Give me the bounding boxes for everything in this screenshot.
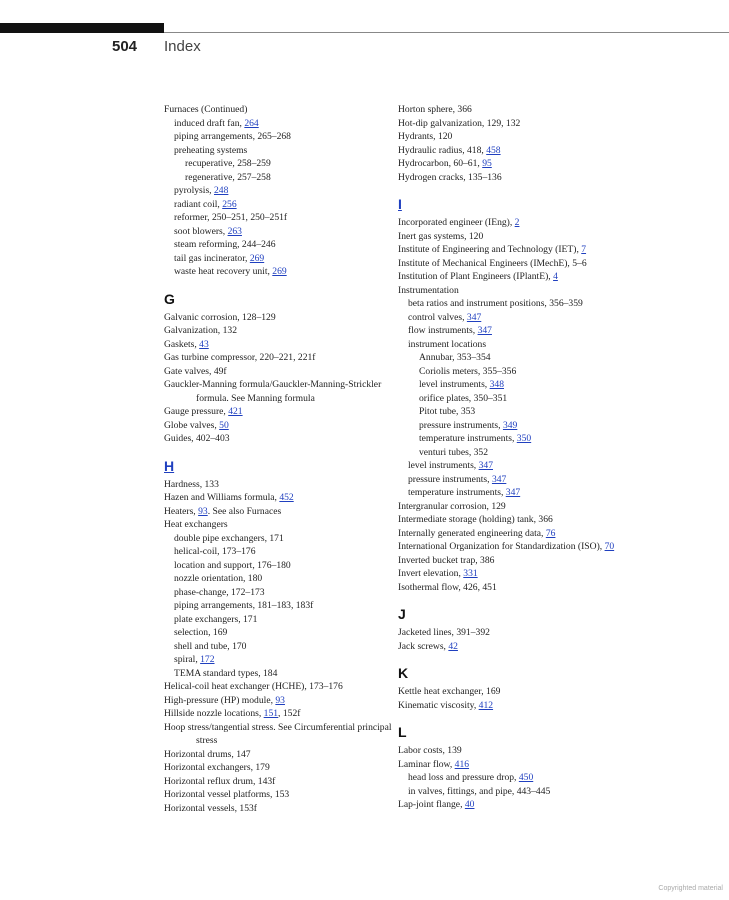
entry-text: Hazen and Williams formula,	[164, 492, 280, 503]
entry-text: Gaskets,	[164, 338, 200, 350]
index-subentry	[398, 365, 648, 379]
index-subentry	[164, 252, 404, 266]
entry-text: Gauge pressure,	[164, 406, 229, 417]
entry-text: in valves, fittings, and pipe, 443–445	[408, 785, 551, 797]
entry-text-after: , 152f	[278, 708, 301, 719]
index-entry	[164, 365, 404, 379]
entry-text: instrument locations	[408, 338, 487, 350]
entry-text: High-pressure (HP) module,	[164, 694, 276, 706]
section-letter: J	[398, 606, 406, 622]
page-number: 504	[112, 38, 138, 55]
index-entry	[164, 419, 404, 433]
index-entry	[164, 694, 404, 708]
index-subentry	[164, 198, 404, 212]
page-link[interactable]: 76	[545, 527, 556, 539]
entry-text: preheating systems	[174, 144, 248, 156]
entry-text: head loss and pressure drop,	[408, 772, 519, 783]
index-subentry	[164, 667, 404, 681]
page-link[interactable]: 70	[604, 541, 615, 552]
page-link[interactable]: 263	[227, 225, 242, 237]
index-subentry	[398, 486, 648, 500]
index-subentry	[164, 130, 404, 144]
index-subentry	[164, 265, 404, 279]
section-heading-h	[164, 458, 404, 474]
index-subentry	[398, 785, 648, 799]
index-entry	[398, 798, 648, 812]
index-entry	[398, 157, 648, 171]
entry-text: pressure instruments,	[408, 473, 492, 485]
index-entry	[398, 243, 648, 257]
page-link[interactable]: 264	[244, 117, 259, 129]
entry-text: soot blowers,	[174, 225, 228, 237]
index-column-left	[164, 103, 404, 815]
page-link[interactable]: 450	[518, 772, 534, 783]
index-subentry	[164, 117, 404, 131]
index-entry	[164, 802, 404, 816]
entry-text: Heaters,	[164, 505, 199, 517]
index-subentry	[164, 238, 404, 252]
page-link[interactable]: 348	[489, 379, 504, 390]
index-entry	[398, 144, 648, 158]
running-title: Index	[164, 38, 201, 55]
index-subentry	[398, 324, 648, 338]
entry-text: orifice plates, 350–351	[419, 392, 508, 404]
index-subentry	[164, 599, 404, 613]
entry-text: Helical-coil heat exchanger (HCHE), 173–176	[164, 681, 343, 692]
copyright-watermark: Copyrighted material	[658, 885, 723, 892]
page-link[interactable]: 421	[228, 406, 243, 417]
entry-text: Instrumentation	[398, 284, 459, 296]
index-subentry	[164, 211, 404, 225]
index-entry	[164, 505, 404, 519]
index-entry	[398, 500, 648, 514]
page-link[interactable]: 42	[448, 640, 458, 652]
index-entry	[398, 216, 648, 230]
entry-text: Isothermal flow, 426, 451	[398, 581, 497, 593]
index-entry	[164, 478, 404, 492]
index-subentry	[398, 297, 648, 311]
entry-text: Horton sphere, 366	[398, 104, 472, 115]
entry-text-after: . See also Furnaces	[207, 505, 282, 517]
section-heading-k	[398, 665, 648, 681]
index-entry	[398, 257, 648, 271]
entry-text: Kettle heat exchanger, 169	[398, 686, 501, 697]
index-entry	[164, 518, 404, 532]
index-subentry	[164, 559, 404, 573]
index-subentry	[398, 378, 648, 392]
index-entry	[398, 230, 648, 244]
index-subentry	[164, 586, 404, 600]
index-subentry	[398, 473, 648, 487]
entry-text: helical-coil, 173–176	[174, 546, 256, 557]
page-link[interactable]: 347	[466, 311, 482, 323]
entry-text: Horizontal vessel platforms, 153	[164, 789, 290, 800]
index-entry	[164, 432, 404, 446]
section-heading-g	[164, 291, 404, 307]
section-heading-l	[398, 724, 648, 740]
page-link[interactable]: 2	[514, 217, 520, 228]
entry-text: temperature instruments,	[419, 433, 517, 444]
entry-text: tail gas incinerator,	[174, 252, 250, 264]
page-link[interactable]: 151	[263, 708, 279, 719]
index-column-right	[398, 103, 648, 812]
index-entry	[398, 567, 648, 581]
entry-text: Hydraulic radius, 418,	[398, 144, 487, 156]
entry-text: Gate valves, 49f	[164, 365, 227, 377]
entry-text: Horizontal exchangers, 179	[164, 762, 270, 773]
index-entry	[398, 284, 648, 298]
page-link[interactable]: 95	[482, 158, 492, 169]
section-letter: G	[164, 290, 175, 307]
page-link[interactable]: 50	[219, 419, 229, 431]
index-entry	[164, 721, 404, 748]
entry-text: recuperative, 258–259	[185, 158, 271, 169]
entry-text: Lap-joint flange,	[398, 799, 465, 810]
entry-text: Intergranular corrosion, 129	[398, 500, 506, 512]
page-link[interactable]: 93	[275, 694, 285, 706]
section-letter: K	[398, 665, 409, 681]
page-link[interactable]: 331	[463, 568, 478, 579]
entry-text: Hoop stress/tangential stress. See Circumferential principal stress	[164, 721, 392, 746]
entry-text: Hydrocarbon, 60–61,	[398, 158, 483, 169]
page-link[interactable]: 7	[581, 244, 587, 255]
entry-text: Gauckler-Manning formula/Gauckler-Manning-Strickler formula. See Manning formula	[164, 379, 382, 404]
index-entry	[164, 378, 404, 405]
index-subentry	[164, 225, 404, 239]
entry-text: Galvanic corrosion, 128–129	[164, 311, 276, 323]
section-letter[interactable]: I	[398, 196, 402, 212]
entry-text: Institute of Engineering and Technology (IET),	[398, 244, 582, 255]
page-link[interactable]: 93	[198, 505, 208, 517]
entry-text: Heat exchangers	[164, 519, 228, 530]
page-link[interactable]: 256	[222, 198, 237, 210]
entry-text: venturi tubes, 352	[419, 446, 489, 458]
index-entry	[164, 748, 404, 762]
page-link[interactable]: 40	[464, 799, 475, 810]
entry-text: Horizontal drums, 147	[164, 748, 251, 760]
entry-text: beta ratios and instrument positions, 356–359	[408, 298, 583, 309]
index-subentry	[164, 613, 404, 627]
entry-text: Coriolis meters, 355–356	[419, 365, 517, 377]
header-rule-bar	[0, 23, 164, 33]
entry-text: spiral,	[174, 654, 201, 665]
entry-text: Gas turbine compressor, 220–221, 221f	[164, 352, 316, 363]
index-subentry	[164, 653, 404, 667]
page-link[interactable]: 349	[502, 419, 518, 431]
page-link[interactable]: 458	[486, 144, 501, 156]
entry-text: pressure instruments,	[419, 419, 503, 431]
entry-text: Furnaces (Continued)	[164, 104, 248, 115]
index-entry	[398, 130, 648, 144]
index-subentry	[398, 446, 648, 460]
entry-text: plate exchangers, 171	[174, 613, 258, 625]
entry-text: flow instruments,	[408, 325, 478, 336]
index-entry	[164, 707, 404, 721]
index-entry	[164, 680, 404, 694]
index-entry	[164, 351, 404, 365]
page-link[interactable]: 347	[477, 325, 492, 336]
page-link[interactable]: 269	[272, 266, 287, 277]
index-entry	[398, 626, 648, 640]
index-entry	[398, 527, 648, 541]
page-link[interactable]: 347	[505, 487, 521, 498]
index-subentry	[164, 184, 404, 198]
entry-text: regenerative, 257–258	[185, 171, 271, 183]
index-entry	[398, 744, 648, 758]
index-subentry	[164, 532, 404, 546]
index-subentry	[164, 157, 404, 171]
page-link[interactable]: 248	[213, 185, 229, 196]
entry-text: phase-change, 172–173	[174, 586, 265, 598]
entry-text: waste heat recovery unit,	[174, 266, 273, 277]
page-link[interactable]: 412	[478, 699, 494, 711]
index-entry	[398, 117, 648, 131]
entry-text: International Organization for Standardization (ISO),	[398, 541, 605, 552]
entry-text: double pipe exchangers, 171	[174, 532, 284, 544]
index-subentry	[398, 311, 648, 325]
entry-text: Galvanization, 132	[164, 325, 237, 336]
entry-text: reformer, 250–251, 250–251f	[174, 212, 288, 223]
entry-text: Laminar flow,	[398, 758, 455, 770]
page-link[interactable]: 347	[478, 460, 493, 471]
index-subentry	[398, 351, 648, 365]
index-subentry	[164, 545, 404, 559]
index-entry	[398, 270, 648, 284]
index-entry	[164, 761, 404, 775]
entry-text: Internally generated engineering data,	[398, 527, 546, 539]
entry-text: level instruments,	[419, 379, 490, 390]
header-rule-line	[164, 32, 729, 33]
entry-text: Pitot tube, 353	[419, 406, 476, 417]
page-link[interactable]: 347	[491, 473, 507, 485]
index-entry	[398, 554, 648, 568]
page-link[interactable]: 4	[553, 271, 558, 282]
page-link[interactable]: 43	[199, 338, 209, 350]
entry-text: Horizontal vessels, 153f	[164, 802, 257, 814]
entry-text: Incorporated engineer (IEng),	[398, 217, 515, 228]
entry-text: Horizontal reflux drum, 143f	[164, 775, 276, 787]
index-entry	[398, 640, 648, 654]
entry-text: shell and tube, 170	[174, 640, 247, 652]
index-entry	[164, 311, 404, 325]
index-entry	[398, 581, 648, 595]
index-subentry	[398, 338, 648, 352]
index-subentry	[164, 171, 404, 185]
index-subentry	[398, 459, 648, 473]
section-heading-j	[398, 606, 648, 622]
section-letter[interactable]: H	[164, 457, 175, 474]
index-entry	[164, 338, 404, 352]
entry-text: Inert gas systems, 120	[398, 230, 484, 242]
entry-text: Intermediate storage (holding) tank, 366	[398, 514, 553, 525]
index-entry	[164, 103, 404, 117]
index-subentry	[398, 419, 648, 433]
entry-text: Institution of Plant Engineers (IPlantE),	[398, 271, 554, 282]
index-subentry	[398, 432, 648, 446]
entry-text: pyrolysis,	[174, 185, 214, 196]
entry-text: level instruments,	[408, 460, 479, 471]
entry-text: Invert elevation,	[398, 568, 464, 579]
index-subentry	[164, 640, 404, 654]
index-entry	[164, 775, 404, 789]
index-subentry	[164, 572, 404, 586]
entry-text: Hydrogen cracks, 135–136	[398, 171, 502, 183]
index-entry	[164, 324, 404, 338]
index-subentry	[398, 771, 648, 785]
entry-text: selection, 169	[174, 627, 228, 638]
index-entry	[164, 788, 404, 802]
page-link[interactable]: 452	[279, 492, 294, 503]
index-entry	[164, 491, 404, 505]
entry-text: Jack screws,	[398, 640, 449, 652]
index-entry	[398, 540, 648, 554]
entry-text: control valves,	[408, 311, 467, 323]
index-entry	[398, 171, 648, 185]
entry-text: Hardness, 133	[164, 478, 219, 490]
entry-text: location and support, 176–180	[174, 559, 291, 571]
index-entry	[164, 405, 404, 419]
entry-text: Annubar, 353–354	[419, 352, 491, 363]
page-link[interactable]: 269	[249, 252, 265, 264]
entry-text: Inverted bucket trap, 386	[398, 554, 495, 566]
entry-text: temperature instruments,	[408, 487, 506, 498]
entry-text: Jacketed lines, 391–392	[398, 627, 490, 638]
entry-text: Globe valves,	[164, 419, 220, 431]
entry-text: Kinematic viscosity,	[398, 699, 479, 711]
page-link[interactable]: 172	[200, 654, 215, 665]
entry-text: Hillside nozzle locations,	[164, 708, 264, 719]
entry-text: steam reforming, 244–246	[174, 239, 276, 250]
index-entry	[398, 758, 648, 772]
index-subentry	[164, 626, 404, 640]
entry-text: piping arrangements, 265–268	[174, 131, 291, 142]
index-subentry	[398, 392, 648, 406]
entry-text: induced draft fan,	[174, 117, 245, 129]
entry-text: Guides, 402–403	[164, 433, 230, 444]
index-entry	[398, 699, 648, 713]
index-entry	[398, 103, 648, 117]
section-letter: L	[398, 724, 407, 740]
index-entry	[398, 513, 648, 527]
page-link[interactable]: 416	[454, 758, 470, 770]
entry-text: Hot-dip galvanization, 129, 132	[398, 117, 521, 129]
entry-text: radiant coil,	[174, 198, 223, 210]
entry-text: piping arrangements, 181–183, 183f	[174, 600, 314, 611]
entry-text: Hydrants, 120	[398, 131, 453, 142]
entry-text: nozzle orientation, 180	[174, 573, 263, 584]
entry-text: TEMA standard types, 184	[174, 667, 278, 679]
entry-text: Labor costs, 139	[398, 745, 462, 756]
index-subentry	[164, 144, 404, 158]
index-entry	[398, 685, 648, 699]
section-heading-i	[398, 196, 648, 212]
page-link[interactable]: 350	[516, 433, 532, 444]
index-subentry	[398, 405, 648, 419]
entry-text: Institute of Mechanical Engineers (IMechE), 5–6	[398, 257, 587, 269]
